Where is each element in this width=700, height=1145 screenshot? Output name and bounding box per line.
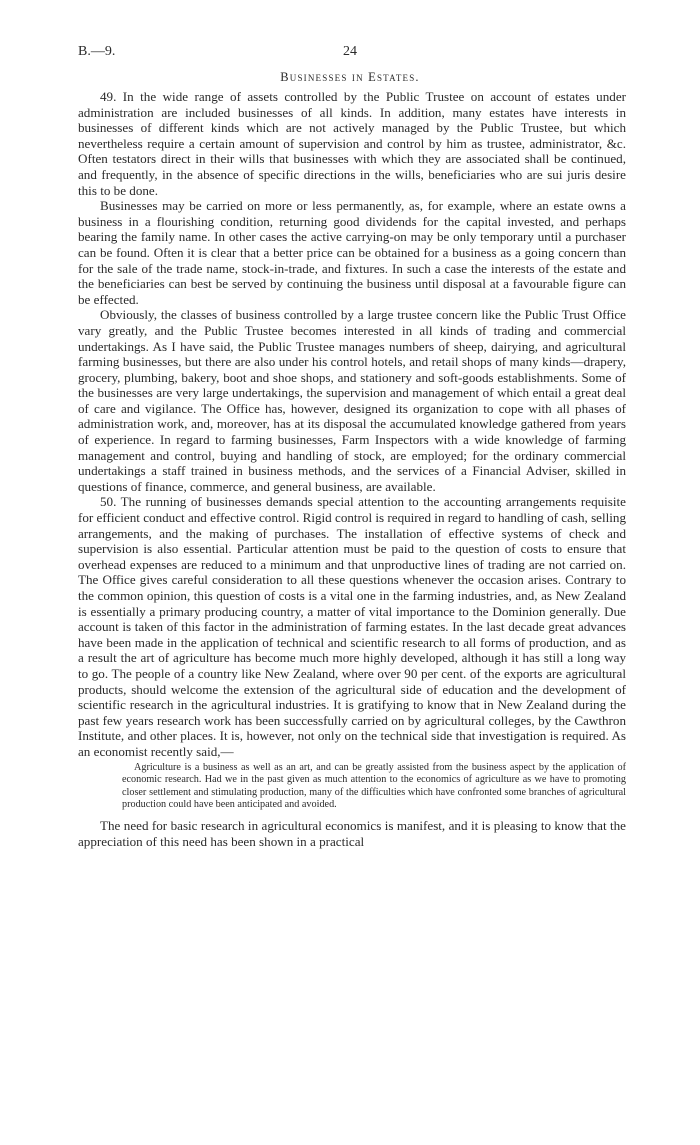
paragraph-49: 49. In the wide range of assets controlled by the Public Trustee on account of estates under administration are included businesses of all kinds. In addition, many estates have interests in businesses of different kinds which are not actively managed by the Public Trustee, but which nevertheless require a certain amount of supervision and control by him as trustee, administrator, &c. Often testators direct in their wills that businesses with which they are associated shall be continued, and frequently, in the absence of specific directions in the wills, beneficiaries who are sui juris desire this to be done. (78, 89, 626, 198)
body-text (78, 89, 626, 849)
report-reference: B.—9. (78, 44, 116, 59)
block-quote: Agriculture is a business as well as an art, and can be greatly assisted from the business aspect by the application of economic research. Had we in the past given as much attention to the economics of agriculture as we have to promoting closer settlement and stimulating production, many of the difficulties which have confronted some branches of agricultural production could have been anticipated and avoided. (122, 761, 626, 811)
paragraph-businesses: Businesses may be carried on more or less permanently, as, for example, where an estate owns a business in a flourishing condition, returning good dividends for the capital invested, and perhaps bearing the family name. In other cases the active carrying-on may be only temporary until a purchaser can be found. Often it is clear that a better price can be obtained for a business as a going concern than for the sale of the trade name, stock-in-trade, and fixtures. In such a case the interests of the estate and the beneficiaries can best be served by continuing the business until disposal at a favourable figure can be effected. (78, 198, 626, 307)
paragraph-closing: The need for basic research in agricultural economics is manifest, and it is pleasing to know that the appreciation of this need has been shown in a practical (78, 817, 626, 849)
paragraph-50: 50. The running of businesses demands special attention to the accounting arrangements requisite for efficient conduct and effective control. Rigid control is required in regard to handling of cash, selling arrangements, and the making of purchases. The installation of effective systems of check and supervision is also essential. Particular attention must be paid to the question of costs to ensure that overhead expenses are reduced to a minimum and that unproductive lines of trading are not carried on. The Office gives careful consideration to all these questions whenever the occasion arises. Contrary to the common opinion, this question of costs is a vital one in the farming industries, and, as New Zealand is essentially a primary producing country, a matter of vital importance to the Dominion generally. Due account is taken of this factor in the administration of farming estates. In the last decade great advances have been made in the application of technical and scientific research to all forms of production, and as a result the art of agriculture has become much more highly developed, although it has still a long way to go. The people of a country like New Zealand, where over 90 per cent. of the exports are agricultural products, should welcome the extension of the agricultural side of education and the development of scientific research in the agricultural industries. It is gratifying to know that in New Zealand during the past few years research work has been successfully carried on by agricultural colleges, by the Cawthron Institute, and other places. It is, however, not only on the technical side that investigation is required. As an economist recently said,— (78, 494, 626, 759)
page-number: 24 (343, 44, 357, 59)
paragraph-obviously: Obviously, the classes of business controlled by a large trustee concern like the Public Trust Office vary greatly, and the Public Trustee becomes interested in all kinds of trading and commercial undertakings. As I have said, the Public Trustee manages numbers of sheep, dairying, and agricultural farming businesses, but there are also under his control hotels, and retail shops of many kinds—drapery, grocery, plumbing, bakery, boot and shoe shops, and stationery and soft-goods establishments. Some of the businesses are very large undertakings, the supervision and management of which entail a great deal of care and vigilance. The Office has, however, designed its organization to cope with all phases of administration work, and, moreover, has at its disposal the accumulated knowledge gathered from years of experience. In regard to farming businesses, Farm Inspectors with a wide knowledge of farming management and control, buying and handling of stock, are employed; for the ordinary commercial undertakings a staff trained in business methods, and the services of a Financial Adviser, skilled in questions of finance, commerce, and general business, are available. (78, 307, 626, 494)
section-heading: Businesses in Estates. (280, 70, 420, 84)
